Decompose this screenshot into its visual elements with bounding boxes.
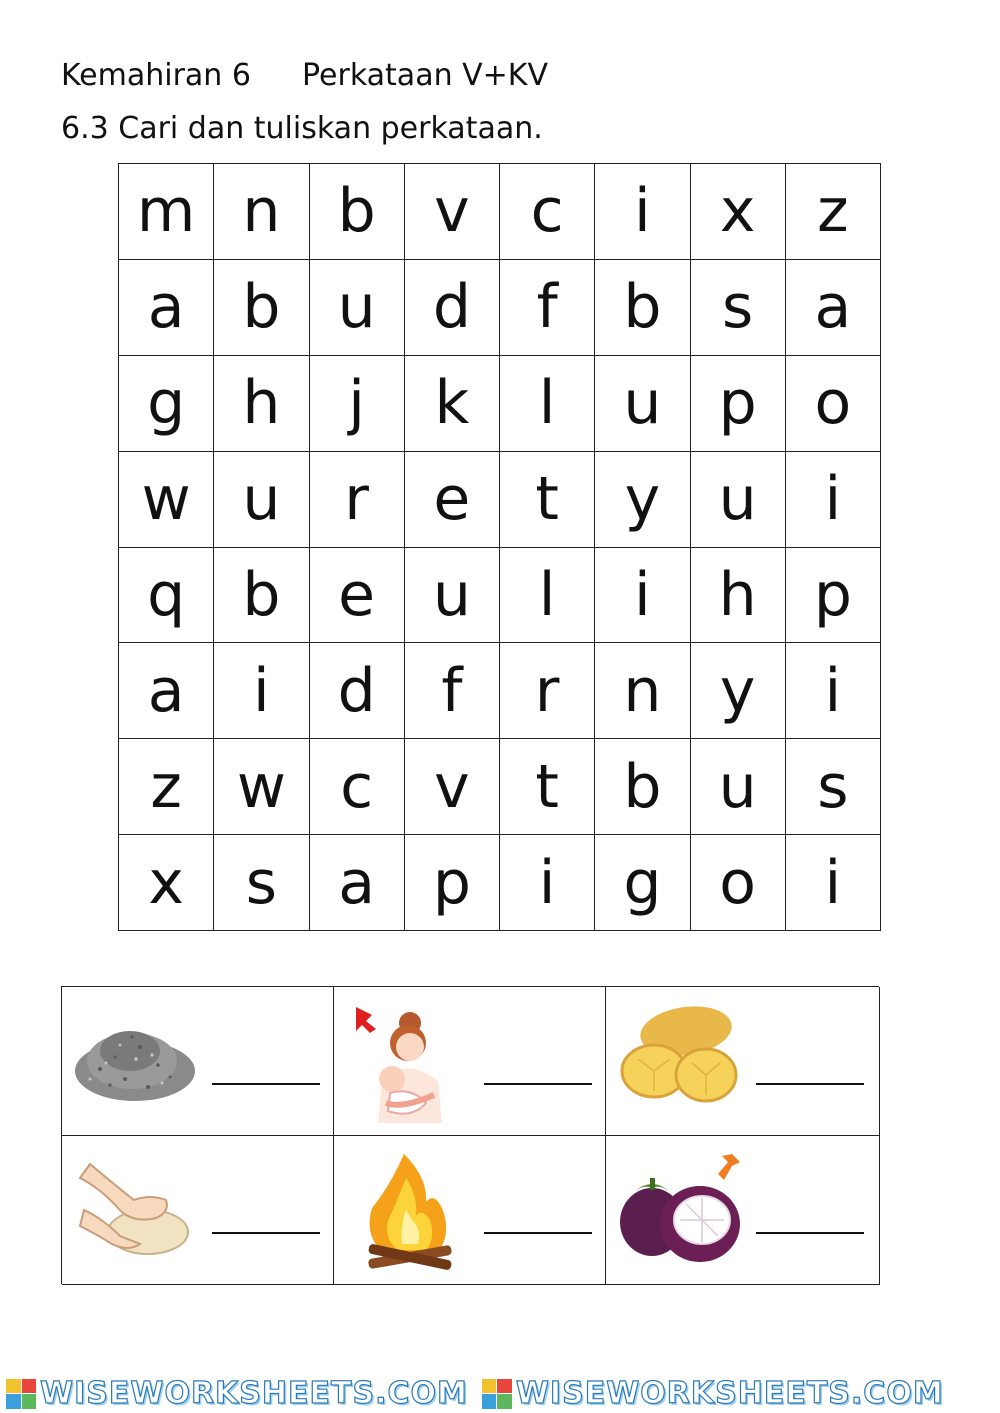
grid-cell[interactable]: i [214, 643, 309, 739]
grid-cell[interactable]: p [786, 548, 881, 644]
potato-icon [614, 999, 744, 1109]
grid-cell[interactable]: s [786, 739, 881, 835]
grid-cell[interactable]: v [405, 164, 500, 260]
grid-cell[interactable]: u [214, 452, 309, 548]
watermark [0, 1376, 468, 1411]
answer-table [61, 986, 879, 1284]
grid-cell[interactable]: f [405, 643, 500, 739]
grid-cell[interactable]: a [119, 643, 214, 739]
watermark-text: WISEWORKSHEETS.COM [515, 1376, 944, 1411]
grid-cell[interactable]: x [691, 164, 786, 260]
grid-cell[interactable]: l [500, 356, 595, 452]
grid-cell[interactable]: i [786, 835, 881, 931]
grid-cell[interactable]: n [595, 643, 690, 739]
campfire-icon [342, 1148, 472, 1278]
grid-cell[interactable]: w [119, 452, 214, 548]
grid-cell[interactable]: d [310, 643, 405, 739]
grid-cell[interactable]: p [405, 835, 500, 931]
answer-blank[interactable] [212, 1232, 320, 1234]
instruction-text: 6.3 Cari dan tuliskan perkataan. [61, 111, 543, 146]
grid-cell[interactable]: q [119, 548, 214, 644]
grid-cell[interactable]: i [786, 452, 881, 548]
grid-cell[interactable]: i [786, 643, 881, 739]
word-search-grid [118, 163, 881, 931]
grid-cell[interactable]: s [214, 835, 309, 931]
grid-cell[interactable]: o [786, 356, 881, 452]
grid-cell[interactable]: l [500, 548, 595, 644]
grid-cell[interactable]: b [595, 260, 690, 356]
answer-blank[interactable] [756, 1232, 864, 1234]
grid-cell[interactable]: m [119, 164, 214, 260]
grid-cell[interactable]: g [595, 835, 690, 931]
grid-cell[interactable]: b [214, 548, 309, 644]
grid-cell[interactable]: b [214, 260, 309, 356]
grid-cell[interactable]: r [310, 452, 405, 548]
mother-with-baby-icon [342, 999, 472, 1129]
grid-cell[interactable]: j [310, 356, 405, 452]
watermark-footer [0, 1374, 1000, 1413]
grid-cell[interactable]: d [405, 260, 500, 356]
grid-cell[interactable]: y [691, 643, 786, 739]
grid-cell[interactable]: e [310, 548, 405, 644]
answer-cell-dough [62, 1136, 334, 1285]
grid-cell[interactable]: i [595, 164, 690, 260]
watermark-logo-icon [482, 1379, 512, 1409]
grid-cell[interactable]: a [310, 835, 405, 931]
answer-blank[interactable] [756, 1083, 864, 1085]
grid-cell[interactable]: g [119, 356, 214, 452]
grid-cell[interactable]: h [691, 548, 786, 644]
grid-cell[interactable]: o [691, 835, 786, 931]
kneading-dough-icon [70, 1148, 200, 1268]
grid-cell[interactable]: z [786, 164, 881, 260]
grid-cell[interactable]: b [595, 739, 690, 835]
grid-cell[interactable]: u [691, 739, 786, 835]
answer-blank[interactable] [212, 1083, 320, 1085]
answer-cell-ash [62, 987, 334, 1136]
watermark-logo-icon [6, 1379, 36, 1409]
grid-cell[interactable]: a [786, 260, 881, 356]
answer-cell-mother [334, 987, 606, 1136]
answer-cell-mangosteen [606, 1136, 880, 1285]
answer-cell-potato [606, 987, 880, 1136]
grid-cell[interactable]: h [214, 356, 309, 452]
grid-cell[interactable]: u [310, 260, 405, 356]
answer-blank[interactable] [484, 1083, 592, 1085]
grid-cell[interactable]: e [405, 452, 500, 548]
skill-label: Kemahiran 6 [61, 58, 251, 93]
grid-cell[interactable]: b [310, 164, 405, 260]
grid-cell[interactable]: c [500, 164, 595, 260]
mangosteen-icon [614, 1148, 748, 1268]
grid-cell[interactable]: p [691, 356, 786, 452]
grid-cell[interactable]: t [500, 452, 595, 548]
ash-pile-icon [70, 999, 200, 1109]
grid-cell[interactable]: u [405, 548, 500, 644]
grid-cell[interactable]: y [595, 452, 690, 548]
grid-cell[interactable]: f [500, 260, 595, 356]
grid-cell[interactable]: z [119, 739, 214, 835]
grid-cell[interactable]: i [500, 835, 595, 931]
grid-cell[interactable]: c [310, 739, 405, 835]
answer-cell-fire [334, 1136, 606, 1285]
grid-cell[interactable]: u [691, 452, 786, 548]
grid-cell[interactable]: v [405, 739, 500, 835]
grid-cell[interactable]: s [691, 260, 786, 356]
grid-cell[interactable]: t [500, 739, 595, 835]
grid-cell[interactable]: k [405, 356, 500, 452]
watermark-text: WISEWORKSHEETS.COM [40, 1376, 468, 1411]
grid-cell[interactable]: r [500, 643, 595, 739]
grid-cell[interactable]: w [214, 739, 309, 835]
topic-label: Perkataan V+KV [302, 58, 548, 93]
answer-blank[interactable] [484, 1232, 592, 1234]
grid-cell[interactable]: u [595, 356, 690, 452]
watermark [476, 1376, 944, 1411]
grid-cell[interactable]: n [214, 164, 309, 260]
grid-cell[interactable]: x [119, 835, 214, 931]
grid-cell[interactable]: i [595, 548, 690, 644]
grid-cell[interactable]: a [119, 260, 214, 356]
